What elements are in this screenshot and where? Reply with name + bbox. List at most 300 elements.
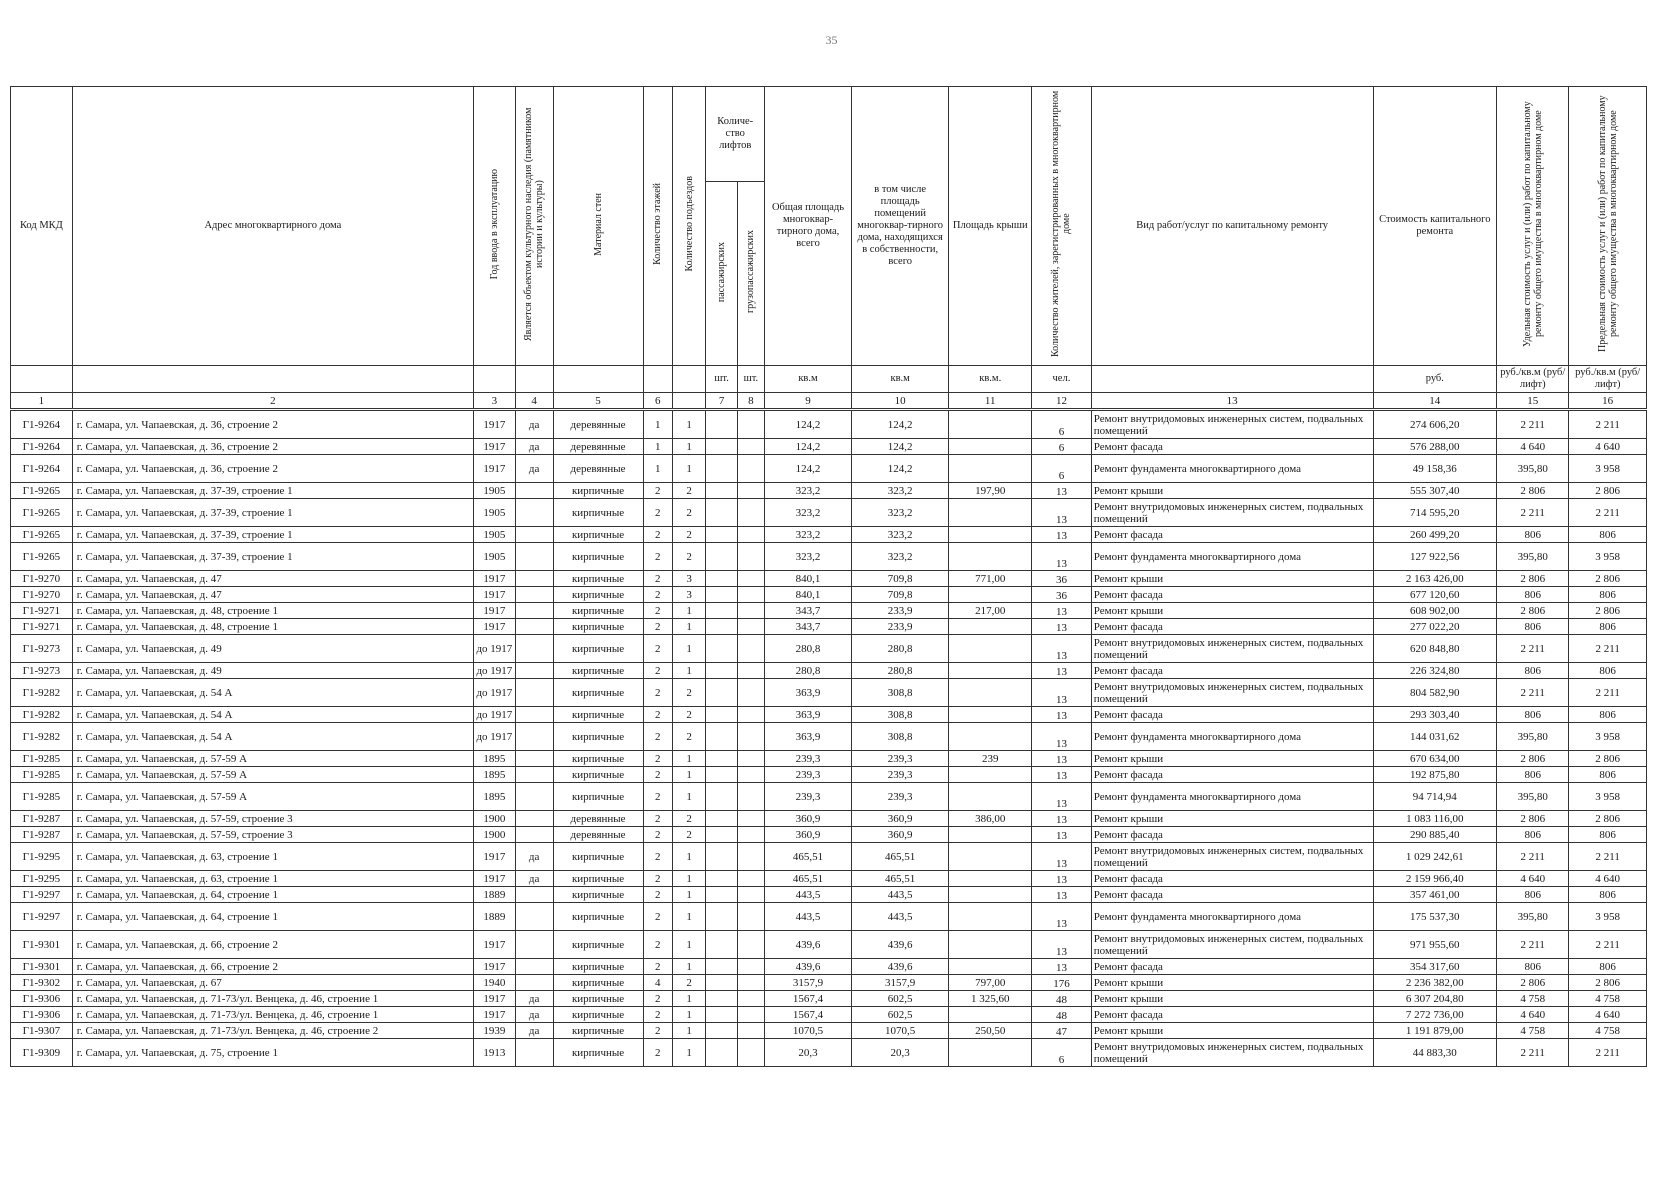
area-total-cell: 360,9 (765, 811, 852, 827)
floors-cell: 2 (643, 843, 672, 871)
floors-cell: 2 (643, 1039, 672, 1067)
year-cell: 1895 (473, 751, 515, 767)
year-cell: 1917 (473, 603, 515, 619)
wall-material-cell: кирпичные (553, 499, 643, 527)
wall-material-cell: кирпичные (553, 783, 643, 811)
wall-material-cell: кирпичные (553, 931, 643, 959)
residents-cell: 13 (1032, 767, 1092, 783)
entrances-cell: 2 (672, 483, 706, 499)
year-cell: 1889 (473, 903, 515, 931)
area-total-cell: 465,51 (765, 843, 852, 871)
floors-cell: 2 (643, 663, 672, 679)
header-lifts-cargo: грузопассажирских (737, 182, 764, 366)
table-row (11, 959, 1647, 975)
cost-cell: 274 606,20 (1373, 410, 1497, 439)
wall-material-cell: кирпичные (553, 571, 643, 587)
wall-material-cell: кирпичные (553, 843, 643, 871)
roof-area-cell (949, 455, 1032, 483)
residents-cell: 13 (1032, 811, 1092, 827)
residents-cell: 47 (1032, 1023, 1092, 1039)
roof-area-cell: 239 (949, 751, 1032, 767)
roof-area-cell (949, 959, 1032, 975)
work-type-cell: Ремонт фасада (1091, 619, 1373, 635)
table-row (11, 707, 1647, 723)
work-type-cell: Ремонт внутридомовых инженерных систем, подвальных помещений (1091, 843, 1373, 871)
year-cell: 1917 (473, 931, 515, 959)
max-cost-cell: 2 211 (1569, 635, 1647, 663)
lifts-passenger-cell (706, 439, 737, 455)
floors-cell: 2 (643, 903, 672, 931)
address-cell: г. Самара, ул. Чапаевская, д. 48, строение 1 (72, 619, 473, 635)
entrances-cell: 1 (672, 410, 706, 439)
roof-area-cell (949, 887, 1032, 903)
entrances-cell: 3 (672, 571, 706, 587)
heritage-cell: да (515, 455, 553, 483)
table-row (11, 483, 1647, 499)
lifts-passenger-cell (706, 1039, 737, 1067)
area-total-cell: 343,7 (765, 603, 852, 619)
lifts-passenger-cell (706, 767, 737, 783)
max-cost-cell: 2 806 (1569, 483, 1647, 499)
wall-material-cell: кирпичные (553, 751, 643, 767)
units-row (11, 366, 1647, 393)
heritage-cell (515, 603, 553, 619)
area-total-cell: 363,9 (765, 679, 852, 707)
lifts-passenger-cell (706, 843, 737, 871)
mkd-code-cell: Г1-9265 (11, 483, 73, 499)
mkd-code-cell: Г1-9297 (11, 887, 73, 903)
header-cost: Стоимость капитального ремонта (1373, 87, 1497, 366)
header-floors: Количество этажей (643, 87, 672, 366)
floors-cell: 2 (643, 543, 672, 571)
area-total-cell: 1567,4 (765, 991, 852, 1007)
year-cell: 1895 (473, 783, 515, 811)
column-number: 6 (643, 393, 672, 410)
max-cost-cell: 806 (1569, 959, 1647, 975)
wall-material-cell: кирпичные (553, 619, 643, 635)
year-cell: 1900 (473, 827, 515, 843)
residents-cell: 36 (1032, 571, 1092, 587)
entrances-cell: 2 (672, 975, 706, 991)
entrances-cell: 2 (672, 707, 706, 723)
floors-cell: 2 (643, 751, 672, 767)
header-max-cost: Предельная стоимость услуг и (или) работ по капитальному ремонту общего имущества в многоквартирном доме (1569, 87, 1647, 366)
roof-area-cell (949, 587, 1032, 603)
lifts-cargo-cell (737, 679, 764, 707)
work-type-cell: Ремонт внутридомовых инженерных систем, подвальных помещений (1091, 635, 1373, 663)
entrances-cell: 1 (672, 991, 706, 1007)
unit-cost-cell: 2 211 (1497, 931, 1569, 959)
floors-cell: 2 (643, 827, 672, 843)
floors-cell: 2 (643, 991, 672, 1007)
mkd-code-cell: Г1-9306 (11, 1007, 73, 1023)
entrances-cell: 1 (672, 619, 706, 635)
address-cell: г. Самара, ул. Чапаевская, д. 54 А (72, 679, 473, 707)
area-owned-cell: 124,2 (851, 455, 948, 483)
roof-area-cell (949, 903, 1032, 931)
year-cell: 1917 (473, 991, 515, 1007)
table-row (11, 783, 1647, 811)
area-owned-cell: 20,3 (851, 1039, 948, 1067)
wall-material-cell: кирпичные (553, 871, 643, 887)
area-total-cell: 124,2 (765, 455, 852, 483)
lifts-passenger-cell (706, 1007, 737, 1023)
heritage-cell: да (515, 439, 553, 455)
entrances-cell: 1 (672, 903, 706, 931)
area-owned-cell: 308,8 (851, 723, 948, 751)
unit-cost-cell: 4 758 (1497, 991, 1569, 1007)
mkd-code-cell: Г1-9270 (11, 571, 73, 587)
cost-cell: 226 324,80 (1373, 663, 1497, 679)
mkd-code-cell: Г1-9271 (11, 619, 73, 635)
header-lifts: Количе-ство лифтов (706, 87, 765, 182)
lifts-cargo-cell (737, 707, 764, 723)
address-cell: г. Самара, ул. Чапаевская, д. 57-59, строение 3 (72, 827, 473, 843)
heritage-cell: да (515, 843, 553, 871)
entrances-cell: 1 (672, 439, 706, 455)
area-owned-cell: 323,2 (851, 543, 948, 571)
area-total-cell: 20,3 (765, 1039, 852, 1067)
column-number: 1 (11, 393, 73, 410)
lifts-passenger-cell (706, 527, 737, 543)
work-type-cell: Ремонт фасада (1091, 707, 1373, 723)
work-type-cell: Ремонт крыши (1091, 603, 1373, 619)
roof-area-cell: 797,00 (949, 975, 1032, 991)
unit-residents: чел. (1032, 366, 1092, 393)
table-row (11, 1023, 1647, 1039)
unit-cost-cell: 806 (1497, 619, 1569, 635)
lifts-passenger-cell (706, 871, 737, 887)
wall-material-cell: кирпичные (553, 663, 643, 679)
cost-cell: 555 307,40 (1373, 483, 1497, 499)
floors-cell: 2 (643, 603, 672, 619)
floors-cell: 2 (643, 635, 672, 663)
address-cell: г. Самара, ул. Чапаевская, д. 63, строение 1 (72, 843, 473, 871)
address-cell: г. Самара, ул. Чапаевская, д. 71-73/ул. Венцека, д. 46, строение 1 (72, 991, 473, 1007)
cost-cell: 6 307 204,80 (1373, 991, 1497, 1007)
unit-cost-cell: 395,80 (1497, 723, 1569, 751)
residents-cell: 6 (1032, 455, 1092, 483)
unit-cost-cell: 2 806 (1497, 571, 1569, 587)
max-cost-cell: 2 211 (1569, 843, 1647, 871)
heritage-cell: да (515, 1023, 553, 1039)
area-owned-cell: 360,9 (851, 811, 948, 827)
unit-cost-cell: 806 (1497, 887, 1569, 903)
cost-cell: 2 163 426,00 (1373, 571, 1497, 587)
floors-cell: 2 (643, 1007, 672, 1023)
work-type-cell: Ремонт фундамента многоквартирного дома (1091, 723, 1373, 751)
mkd-code-cell: Г1-9295 (11, 871, 73, 887)
max-cost-cell: 3 958 (1569, 543, 1647, 571)
lifts-passenger-cell (706, 619, 737, 635)
entrances-cell: 1 (672, 635, 706, 663)
roof-area-cell (949, 931, 1032, 959)
lifts-passenger-cell (706, 783, 737, 811)
floors-cell: 2 (643, 887, 672, 903)
address-cell: г. Самара, ул. Чапаевская, д. 49 (72, 635, 473, 663)
column-number: 10 (851, 393, 948, 410)
lifts-cargo-cell (737, 410, 764, 439)
mkd-code-cell: Г1-9265 (11, 543, 73, 571)
heritage-cell (515, 527, 553, 543)
work-type-cell: Ремонт крыши (1091, 1023, 1373, 1039)
year-cell: до 1917 (473, 707, 515, 723)
heritage-cell (515, 707, 553, 723)
max-cost-cell: 3 958 (1569, 723, 1647, 751)
area-total-cell: 1070,5 (765, 1023, 852, 1039)
floors-cell: 2 (643, 1023, 672, 1039)
roof-area-cell (949, 543, 1032, 571)
cost-cell: 7 272 736,00 (1373, 1007, 1497, 1023)
lifts-passenger-cell (706, 827, 737, 843)
floors-cell: 2 (643, 959, 672, 975)
heritage-cell (515, 959, 553, 975)
column-number: 16 (1569, 393, 1647, 410)
max-cost-cell: 4 640 (1569, 1007, 1647, 1023)
table-row (11, 543, 1647, 571)
header-work-type: Вид работ/услуг по капитальному ремонту (1091, 87, 1373, 366)
area-owned-cell: 308,8 (851, 679, 948, 707)
area-owned-cell: 709,8 (851, 587, 948, 603)
cost-cell: 2 236 382,00 (1373, 975, 1497, 991)
area-owned-cell: 239,3 (851, 751, 948, 767)
area-owned-cell: 233,9 (851, 603, 948, 619)
header-address: Адрес многоквартирного дома (72, 87, 473, 366)
entrances-cell: 1 (672, 931, 706, 959)
unit-cost-cell: 2 211 (1497, 635, 1569, 663)
address-cell: г. Самара, ул. Чапаевская, д. 54 А (72, 707, 473, 723)
area-total-cell: 439,6 (765, 959, 852, 975)
wall-material-cell: деревянные (553, 827, 643, 843)
lifts-cargo-cell (737, 455, 764, 483)
unit-cost-cell: 4 640 (1497, 1007, 1569, 1023)
area-total-cell: 363,9 (765, 723, 852, 751)
year-cell: до 1917 (473, 635, 515, 663)
floors-cell: 2 (643, 619, 672, 635)
unit-cost-cell: 806 (1497, 587, 1569, 603)
address-cell: г. Самара, ул. Чапаевская, д. 57-59 А (72, 751, 473, 767)
floors-cell: 2 (643, 483, 672, 499)
unit-cost-cell: 2 806 (1497, 483, 1569, 499)
area-total-cell: 840,1 (765, 587, 852, 603)
column-number: 2 (72, 393, 473, 410)
work-type-cell: Ремонт внутридомовых инженерных систем, подвальных помещений (1091, 679, 1373, 707)
wall-material-cell: кирпичные (553, 959, 643, 975)
wall-material-cell: кирпичные (553, 603, 643, 619)
table-row (11, 843, 1647, 871)
lifts-passenger-cell (706, 635, 737, 663)
work-type-cell: Ремонт фасада (1091, 527, 1373, 543)
unit-cost: руб. (1373, 366, 1497, 393)
cost-cell: 354 317,60 (1373, 959, 1497, 975)
unit-cost-cell: 806 (1497, 767, 1569, 783)
residents-cell: 6 (1032, 1039, 1092, 1067)
lifts-cargo-cell (737, 783, 764, 811)
cost-cell: 175 537,30 (1373, 903, 1497, 931)
mkd-code-cell: Г1-9265 (11, 499, 73, 527)
max-cost-cell: 3 958 (1569, 903, 1647, 931)
cost-cell: 357 461,00 (1373, 887, 1497, 903)
unit-cost-cell: 2 211 (1497, 843, 1569, 871)
cost-cell: 144 031,62 (1373, 723, 1497, 751)
column-number: 8 (737, 393, 764, 410)
wall-material-cell: кирпичные (553, 903, 643, 931)
area-owned-cell: 323,2 (851, 483, 948, 499)
area-owned-cell: 323,2 (851, 499, 948, 527)
area-owned-cell: 280,8 (851, 635, 948, 663)
max-cost-cell: 3 958 (1569, 783, 1647, 811)
column-number: 15 (1497, 393, 1569, 410)
lifts-passenger-cell (706, 410, 737, 439)
mkd-code-cell: Г1-9282 (11, 723, 73, 751)
lifts-passenger-cell (706, 975, 737, 991)
lifts-cargo-cell (737, 603, 764, 619)
area-owned-cell: 465,51 (851, 871, 948, 887)
wall-material-cell: кирпичные (553, 543, 643, 571)
address-cell: г. Самара, ул. Чапаевская, д. 37-39, строение 1 (72, 483, 473, 499)
table-row (11, 767, 1647, 783)
address-cell: г. Самара, ул. Чапаевская, д. 47 (72, 571, 473, 587)
lifts-cargo-cell (737, 1039, 764, 1067)
roof-area-cell (949, 663, 1032, 679)
heritage-cell (515, 635, 553, 663)
column-number: 13 (1091, 393, 1373, 410)
mkd-code-cell: Г1-9273 (11, 635, 73, 663)
unit-cost-cell: 4 640 (1497, 871, 1569, 887)
address-cell: г. Самара, ул. Чапаевская, д. 47 (72, 587, 473, 603)
max-cost-cell: 2 211 (1569, 410, 1647, 439)
roof-area-cell (949, 499, 1032, 527)
area-owned-cell: 1070,5 (851, 1023, 948, 1039)
residents-cell: 13 (1032, 499, 1092, 527)
lifts-passenger-cell (706, 679, 737, 707)
residents-cell: 13 (1032, 959, 1092, 975)
heritage-cell (515, 903, 553, 931)
work-type-cell: Ремонт фасада (1091, 959, 1373, 975)
area-owned-cell: 443,5 (851, 903, 948, 931)
year-cell: 1939 (473, 1023, 515, 1039)
heritage-cell (515, 543, 553, 571)
unit-area-owned: кв.м (851, 366, 948, 393)
mkd-code-cell: Г1-9285 (11, 783, 73, 811)
wall-material-cell: кирпичные (553, 887, 643, 903)
header-lifts-passenger: пассажирских (706, 182, 737, 366)
area-owned-cell: 239,3 (851, 767, 948, 783)
wall-material-cell: деревянные (553, 439, 643, 455)
cost-cell: 804 582,90 (1373, 679, 1497, 707)
cost-cell: 192 875,80 (1373, 767, 1497, 783)
mkd-code-cell: Г1-9307 (11, 1023, 73, 1039)
area-total-cell: 1567,4 (765, 1007, 852, 1023)
area-total-cell: 439,6 (765, 931, 852, 959)
heritage-cell (515, 751, 553, 767)
entrances-cell: 2 (672, 499, 706, 527)
roof-area-cell (949, 1007, 1032, 1023)
table-row (11, 410, 1647, 439)
work-type-cell: Ремонт крыши (1091, 991, 1373, 1007)
unit-cost-cell: 2 806 (1497, 603, 1569, 619)
year-cell: 1900 (473, 811, 515, 827)
header-residents: Количество жителей, зарегистрированных в многоквартирном доме (1032, 87, 1092, 366)
area-owned-cell: 443,5 (851, 887, 948, 903)
lifts-cargo-cell (737, 975, 764, 991)
heritage-cell: да (515, 1007, 553, 1023)
year-cell: 1917 (473, 439, 515, 455)
year-cell: 1917 (473, 1007, 515, 1023)
floors-cell: 1 (643, 439, 672, 455)
work-type-cell: Ремонт фундамента многоквартирного дома (1091, 783, 1373, 811)
area-total-cell: 280,8 (765, 635, 852, 663)
heritage-cell: да (515, 871, 553, 887)
roof-area-cell: 771,00 (949, 571, 1032, 587)
lifts-cargo-cell (737, 587, 764, 603)
wall-material-cell: деревянные (553, 410, 643, 439)
year-cell: 1905 (473, 499, 515, 527)
header-year: Год ввода в эксплуатацию (473, 87, 515, 366)
lifts-passenger-cell (706, 811, 737, 827)
lifts-passenger-cell (706, 571, 737, 587)
entrances-cell: 1 (672, 1039, 706, 1067)
table-row (11, 1007, 1647, 1023)
entrances-cell: 1 (672, 783, 706, 811)
area-total-cell: 443,5 (765, 903, 852, 931)
mkd-code-cell: Г1-9265 (11, 527, 73, 543)
lifts-cargo-cell (737, 439, 764, 455)
heritage-cell (515, 931, 553, 959)
year-cell: 1917 (473, 410, 515, 439)
area-total-cell: 465,51 (765, 871, 852, 887)
unit-max-cost: руб./кв.м (руб/лифт) (1569, 366, 1647, 393)
area-owned-cell: 308,8 (851, 707, 948, 723)
cost-cell: 49 158,36 (1373, 455, 1497, 483)
wall-material-cell: кирпичные (553, 1007, 643, 1023)
table-row (11, 931, 1647, 959)
table-row (11, 723, 1647, 751)
work-type-cell: Ремонт крыши (1091, 975, 1373, 991)
work-type-cell: Ремонт фундамента многоквартирного дома (1091, 455, 1373, 483)
lifts-cargo-cell (737, 767, 764, 783)
lifts-cargo-cell (737, 931, 764, 959)
lifts-passenger-cell (706, 959, 737, 975)
address-cell: г. Самара, ул. Чапаевская, д. 54 А (72, 723, 473, 751)
max-cost-cell: 2 806 (1569, 975, 1647, 991)
heritage-cell: да (515, 991, 553, 1007)
area-owned-cell: 465,51 (851, 843, 948, 871)
entrances-cell: 1 (672, 959, 706, 975)
heritage-cell (515, 619, 553, 635)
max-cost-cell: 806 (1569, 767, 1647, 783)
work-type-cell: Ремонт фасада (1091, 1007, 1373, 1023)
work-type-cell: Ремонт фасада (1091, 439, 1373, 455)
lifts-passenger-cell (706, 887, 737, 903)
residents-cell: 13 (1032, 663, 1092, 679)
table-row (11, 439, 1647, 455)
unit-cost-cell: 2 211 (1497, 410, 1569, 439)
area-total-cell: 280,8 (765, 663, 852, 679)
max-cost-cell: 806 (1569, 887, 1647, 903)
lifts-passenger-cell (706, 1023, 737, 1039)
table-row (11, 991, 1647, 1007)
work-type-cell: Ремонт фасада (1091, 663, 1373, 679)
area-owned-cell: 439,6 (851, 931, 948, 959)
roof-area-cell (949, 527, 1032, 543)
max-cost-cell: 2 211 (1569, 679, 1647, 707)
mkd-code-cell: Г1-9301 (11, 959, 73, 975)
entrances-cell: 1 (672, 455, 706, 483)
unit-roof-area: кв.м. (949, 366, 1032, 393)
floors-cell: 2 (643, 527, 672, 543)
floors-cell: 2 (643, 499, 672, 527)
